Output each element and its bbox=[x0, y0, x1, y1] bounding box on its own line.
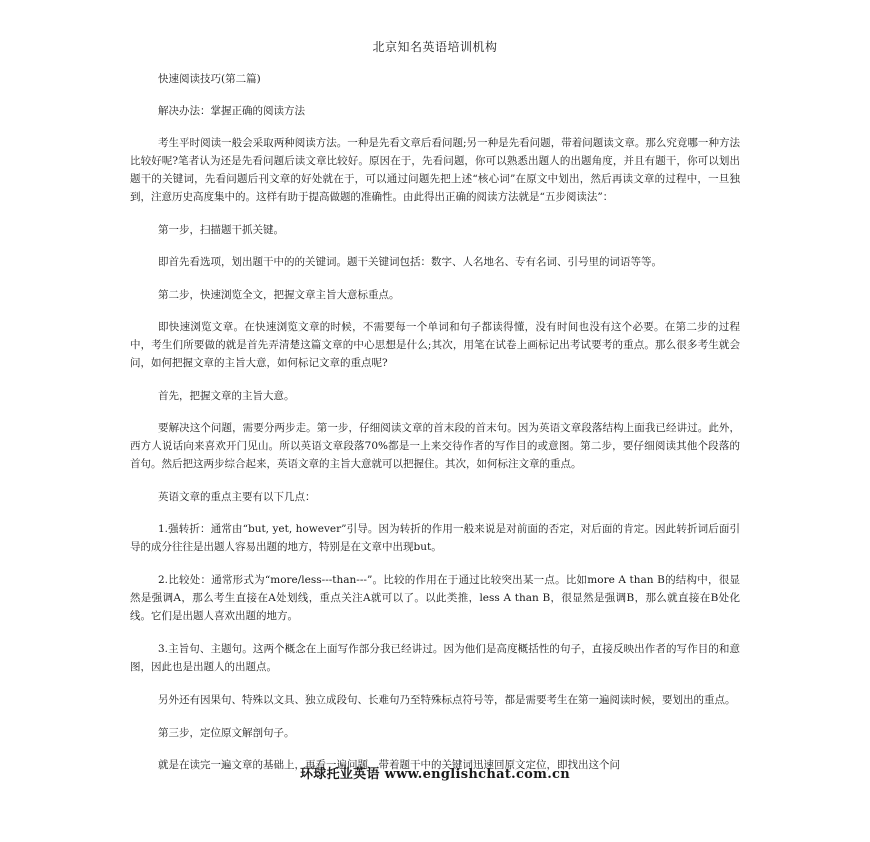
step-three-heading: 第三步，定位原文解剖句子。 bbox=[158, 727, 295, 739]
key-point-topic-sentence: 3.主旨句、主题句。这两个概念在上面写作部分我已经讲过。因为他们是高度概括性的句子，直接反映出作者的写作目的和意图，因此也是出题人的出题点。 bbox=[130, 643, 740, 673]
main-idea-paragraph: 要解决这个问题，需要分两步走。第一步，仔细阅读文章的首末段的首末句。因为英语文章段落结构上面我已经讲过。此外，西方人说话向来喜欢开门见山。所以英语文章段落70%都是一上来交待作者的写作目的或意图。第二步，要仔细阅读其他个段落的首句。然后把这两步综合起来，英语文章的主旨大意就可以把握住。其次，如何标注文章的重点。 bbox=[130, 422, 740, 470]
document-subtitle: 快速阅读技巧(第二篇) bbox=[158, 73, 261, 85]
step-three-paragraph: 就是在读完一遍文章的基础上，再看一遍问题，带着题干中的关键词迅速回原文定位，即找出这个问 bbox=[158, 759, 620, 771]
page-footer: 环球托业英语 www.englishchat.com.cn bbox=[299, 767, 571, 782]
key-points-heading: 英语文章的重点主要有以下几点： bbox=[158, 491, 316, 503]
key-point-comparison: 2.比较处：通常形式为“more/less---than---”。比较的作用在于通过比较突出某一点。比如more A than B的结构中，很显然是强调A，那么考生直接在A处划线，重点关注A就可以了。以此类推，less A than B，很显然是强调B，那么就直接在B处化线。它们是出题人喜欢出题的地方。 bbox=[130, 574, 740, 622]
key-point-contrast: 1.强转折：通常由“but, yet, however”引导。因为转折的作用一般来说是对前面的否定，对后面的肯定。因此转折词后面引导的成分往往是出题人容易出题的地方，特别是在文章中出现but。 bbox=[130, 523, 740, 553]
step-two-paragraph: 即快速浏览文章。在快速浏览文章的时候，不需要每一个单词和句子都读得懂，没有时间也没有这个必要。在第二步的过程中，考生们所要做的就是首先弄清楚这篇文章的中心思想是什么;其次，用笔在试卷上画标记出考试要考的重点。那么很多考生就会问，如何把握文章的主旨大意，如何标记文章的重点呢? bbox=[130, 321, 740, 369]
intro-paragraph: 考生平时阅读一般会采取两种阅读方法。一种是先看文章后看问题;另一种是先看问题，带着问题读文章。那么究竟哪一种方法比较好呢?笔者认为还是先看问题后读文章比较好。原因在于，先看问题，你可以熟悉出题人的出题角度，并且有题干，你可以划出题干的关键词，先看问题后刊文章的好处就在于，可以通过问题先把上述“核心词”在原文中划出，然后再读文章的过程中，一旦独到，注意历史高度集中的。这样有助于提高做题的准确性。由此得出正确的阅读方法就是“五步阅读法”： bbox=[130, 137, 740, 203]
solution-heading: 解决办法：掌握正确的阅读方法 bbox=[158, 105, 305, 117]
page-header: 北京知名英语培训机构 bbox=[372, 40, 498, 54]
step-two-heading: 第二步，快速浏览全文，把握文章主旨大意标重点。 bbox=[158, 289, 400, 301]
step-one-paragraph: 即首先看选项，划出题干中的的关键词。题干关键词包括：数字、人名地名、专有名词、引号里的词语等等。 bbox=[158, 256, 662, 268]
other-key-points-paragraph: 另外还有因果句、特殊以文具、独立成段句、长难句乃至特殊标点符号等，都是需要考生在第一遍阅读时候，要划出的重点。 bbox=[158, 694, 736, 706]
main-idea-heading: 首先，把握文章的主旨大意。 bbox=[158, 390, 295, 402]
step-one-heading: 第一步，扫描题干抓关键。 bbox=[158, 224, 284, 236]
document-body bbox=[130, 70, 740, 789]
